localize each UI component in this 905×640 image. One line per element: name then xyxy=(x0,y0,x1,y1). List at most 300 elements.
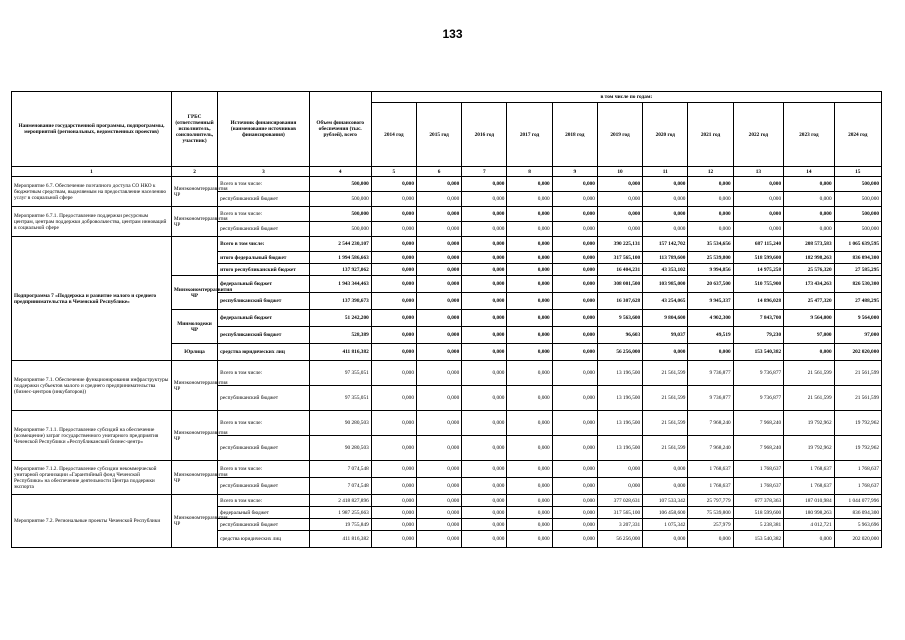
value-cell: 79,230 xyxy=(733,327,783,344)
value-cell: 182 998,263 xyxy=(784,252,834,264)
value-cell: 21 561,599 xyxy=(834,386,881,411)
row-grbs: Минэкономтерразвития ЧР xyxy=(171,361,217,411)
value-cell: 187 010,984 xyxy=(784,495,834,507)
column-number: 7 xyxy=(462,167,507,177)
value-cell: 0,000 xyxy=(416,264,461,276)
header-year: 2019 год xyxy=(597,103,642,167)
value-cell: 0,000 xyxy=(462,361,507,386)
header-year: 2015 год xyxy=(416,103,461,167)
value-cell: 19 755,849 xyxy=(309,519,371,531)
value-cell: 9 563,600 xyxy=(597,310,642,327)
value-cell: 2 418 827,896 xyxy=(309,495,371,507)
value-cell: 0,000 xyxy=(552,252,597,264)
value-cell: 0,000 xyxy=(552,531,597,548)
header-year: 2023 год xyxy=(784,103,834,167)
value-cell: 173 434,263 xyxy=(784,276,834,293)
value-cell: 9 564,000 xyxy=(784,310,834,327)
value-cell: 153 540,382 xyxy=(733,344,783,361)
value-cell: 0,000 xyxy=(416,327,461,344)
value-cell: 0,000 xyxy=(643,461,688,478)
value-cell: 0,000 xyxy=(462,436,507,461)
value-cell: 97 355,051 xyxy=(309,386,371,411)
column-number: 5 xyxy=(371,167,416,177)
value-cell: 56 256,000 xyxy=(597,344,642,361)
header-year: 2020 год xyxy=(643,103,688,167)
value-cell: 14 975,258 xyxy=(733,264,783,276)
value-cell: 0,000 xyxy=(643,207,688,222)
value-cell: 13 196,500 xyxy=(597,411,642,436)
value-cell: 0,000 xyxy=(416,478,461,495)
value-cell: 7 074,548 xyxy=(309,478,371,495)
value-cell: 0,000 xyxy=(552,361,597,386)
value-cell: 137 398,673 xyxy=(309,293,371,310)
value-cell: 377 028,631 xyxy=(597,495,642,507)
value-cell: 9 994,856 xyxy=(688,264,733,276)
row-source: итого республиканский бюджет xyxy=(218,264,310,276)
value-cell: 21 561,599 xyxy=(784,386,834,411)
value-cell: 90 280,503 xyxy=(309,411,371,436)
value-cell: 9 564,000 xyxy=(834,310,881,327)
value-cell: 0,000 xyxy=(733,192,783,207)
value-cell: 0,000 xyxy=(416,276,461,293)
value-cell: 0,000 xyxy=(416,344,461,361)
row-source: республиканский бюджет xyxy=(218,386,310,411)
value-cell: 0,000 xyxy=(552,192,597,207)
value-cell: 0,000 xyxy=(371,361,416,386)
table-row xyxy=(12,177,882,192)
row-grbs: Минэкономтерразвития ЧР xyxy=(171,177,217,207)
value-cell: 0,000 xyxy=(462,264,507,276)
value-cell: 0,000 xyxy=(552,344,597,361)
value-cell: 1 768,637 xyxy=(784,461,834,478)
value-cell: 16 404,231 xyxy=(597,264,642,276)
header-year: 2016 год xyxy=(462,103,507,167)
value-cell: 0,000 xyxy=(643,531,688,548)
value-cell: 0,000 xyxy=(416,507,461,519)
row-grbs: Минэкономтерразвития ЧР xyxy=(171,276,217,310)
value-cell: 1 768,637 xyxy=(834,461,881,478)
header-year: 2018 год xyxy=(552,103,597,167)
value-cell: 1 065 639,595 xyxy=(834,237,881,252)
value-cell: 97 355,051 xyxy=(309,361,371,386)
value-cell: 0,000 xyxy=(462,461,507,478)
value-cell: 1 943 344,463 xyxy=(309,276,371,293)
row-grbs: Минэкономтерразвития ЧР xyxy=(171,495,217,548)
value-cell: 0,000 xyxy=(733,207,783,222)
value-cell: 677 378,363 xyxy=(733,495,783,507)
value-cell: 1 044 077,996 xyxy=(834,495,881,507)
value-cell: 90 280,503 xyxy=(309,436,371,461)
value-cell: 1 768,637 xyxy=(688,478,733,495)
column-number: 13 xyxy=(733,167,783,177)
value-cell: 0,000 xyxy=(552,495,597,507)
value-cell: 0,000 xyxy=(784,344,834,361)
value-cell: 7 968,240 xyxy=(733,436,783,461)
value-cell: 0,000 xyxy=(688,207,733,222)
value-cell: 103 985,000 xyxy=(643,276,688,293)
row-source: итого федеральный бюджет xyxy=(218,252,310,264)
value-cell: 14 896,028 xyxy=(733,293,783,310)
value-cell: 308 001,500 xyxy=(597,276,642,293)
column-number: 1 xyxy=(12,167,172,177)
row-title: Подпрограмма 7 «Поддержка и развитие малого и среднего предпринимательства в Чеченской Республике» xyxy=(12,237,172,361)
value-cell: 0,000 xyxy=(371,207,416,222)
column-number-row xyxy=(12,167,882,177)
value-cell: 0,000 xyxy=(688,192,733,207)
value-cell: 3 207,331 xyxy=(597,519,642,531)
value-cell: 0,000 xyxy=(643,344,688,361)
row-title: Мероприятие 7.1.1. Предоставление субсидий на обеспечение (возмещение) затрат государственного унитарного предприятия Чеченской Республики «Республиканский бизнес-центр» xyxy=(12,411,172,461)
value-cell: 0,000 xyxy=(371,461,416,478)
value-cell: 0,000 xyxy=(462,237,507,252)
value-cell: 0,000 xyxy=(507,531,552,548)
value-cell: 257,979 xyxy=(688,519,733,531)
value-cell: 0,000 xyxy=(371,222,416,237)
row-source: республиканский бюджет xyxy=(218,293,310,310)
row-source: Всего в том числе: xyxy=(218,411,310,436)
value-cell: 7 968,240 xyxy=(688,436,733,461)
row-grbs-empty xyxy=(171,237,217,276)
table-row xyxy=(12,361,882,386)
value-cell: 21 561,599 xyxy=(784,361,834,386)
value-cell: 500,000 xyxy=(309,192,371,207)
value-cell: 25 576,320 xyxy=(784,264,834,276)
value-cell: 500,000 xyxy=(309,207,371,222)
value-cell: 0,000 xyxy=(552,507,597,519)
value-cell: 0,000 xyxy=(507,327,552,344)
value-cell: 21 561,599 xyxy=(643,411,688,436)
value-cell: 21 561,599 xyxy=(643,436,688,461)
value-cell: 180 998,263 xyxy=(784,507,834,519)
value-cell: 0,000 xyxy=(462,507,507,519)
value-cell: 0,000 xyxy=(371,177,416,192)
value-cell: 25 539,800 xyxy=(688,252,733,264)
value-cell: 9 804,600 xyxy=(643,310,688,327)
value-cell: 27 488,295 xyxy=(834,293,881,310)
value-cell: 0,000 xyxy=(507,361,552,386)
value-cell: 0,000 xyxy=(416,531,461,548)
value-cell: 0,000 xyxy=(416,177,461,192)
value-cell: 157 142,702 xyxy=(643,237,688,252)
column-number: 2 xyxy=(171,167,217,177)
value-cell: 0,000 xyxy=(371,327,416,344)
value-cell: 411 816,382 xyxy=(309,531,371,548)
value-cell: 0,000 xyxy=(507,207,552,222)
row-source: федеральный бюджет xyxy=(218,310,310,327)
value-cell: 0,000 xyxy=(552,386,597,411)
table-row xyxy=(12,461,882,478)
value-cell: 500,000 xyxy=(834,222,881,237)
value-cell: 500,000 xyxy=(309,222,371,237)
value-cell: 687 115,240 xyxy=(733,237,783,252)
value-cell: 0,000 xyxy=(597,207,642,222)
row-source: Всего в том числе: xyxy=(218,177,310,192)
value-cell: 1 994 586,663 xyxy=(309,252,371,264)
column-number: 3 xyxy=(218,167,310,177)
value-cell: 0,000 xyxy=(688,531,733,548)
value-cell: 19 792,962 xyxy=(834,436,881,461)
value-cell: 1 768,637 xyxy=(733,478,783,495)
value-cell: 5 238,381 xyxy=(733,519,783,531)
value-cell: 0,000 xyxy=(552,519,597,531)
value-cell: 0,000 xyxy=(552,293,597,310)
value-cell: 0,000 xyxy=(462,207,507,222)
value-cell: 0,000 xyxy=(507,264,552,276)
value-cell: 390 225,131 xyxy=(597,237,642,252)
row-grbs: Минэкономтерразвития ЧР xyxy=(171,411,217,461)
value-cell: 0,000 xyxy=(597,461,642,478)
row-source: Всего в том числе: xyxy=(218,207,310,222)
header-name: Наименование государственной программы, подпрограммы, мероприятий (региональных, ведомственных проектов) xyxy=(12,92,172,167)
value-cell: 99,037 xyxy=(643,327,688,344)
row-source: Всего в том числе: xyxy=(218,361,310,386)
row-grbs: Минмолодежи ЧР xyxy=(171,310,217,344)
value-cell: 0,000 xyxy=(462,495,507,507)
value-cell: 27 585,295 xyxy=(834,264,881,276)
value-cell: 0,000 xyxy=(507,507,552,519)
value-cell: 9 736,877 xyxy=(688,386,733,411)
value-cell: 9 736,877 xyxy=(733,361,783,386)
value-cell: 0,000 xyxy=(371,507,416,519)
value-cell: 0,000 xyxy=(688,222,733,237)
value-cell: 0,000 xyxy=(371,293,416,310)
value-cell: 0,000 xyxy=(371,386,416,411)
value-cell: 96,603 xyxy=(597,327,642,344)
header-year: 2014 год xyxy=(371,103,416,167)
value-cell: 0,000 xyxy=(507,495,552,507)
value-cell: 0,000 xyxy=(552,207,597,222)
value-cell: 0,000 xyxy=(371,478,416,495)
value-cell: 43 353,102 xyxy=(643,264,688,276)
row-grbs: Минэкономтерразвития ЧР xyxy=(171,207,217,237)
value-cell: 0,000 xyxy=(507,177,552,192)
row-source: республиканский бюджет xyxy=(218,478,310,495)
header-year: 2017 год xyxy=(507,103,552,167)
value-cell: 0,000 xyxy=(416,411,461,436)
value-cell: 0,000 xyxy=(784,531,834,548)
value-cell: 0,000 xyxy=(371,436,416,461)
value-cell: 0,000 xyxy=(552,327,597,344)
value-cell: 500,000 xyxy=(834,177,881,192)
value-cell: 0,000 xyxy=(462,276,507,293)
value-cell: 0,000 xyxy=(507,386,552,411)
value-cell: 0,000 xyxy=(552,264,597,276)
value-cell: 0,000 xyxy=(462,293,507,310)
value-cell: 16 307,628 xyxy=(597,293,642,310)
value-cell: 13 196,500 xyxy=(597,436,642,461)
value-cell: 19 792,962 xyxy=(834,411,881,436)
value-cell: 49,519 xyxy=(688,327,733,344)
value-cell: 411 816,382 xyxy=(309,344,371,361)
value-cell: 0,000 xyxy=(462,192,507,207)
value-cell: 19 792,962 xyxy=(784,411,834,436)
value-cell: 0,000 xyxy=(462,310,507,327)
row-title: Мероприятие 6.7. Обеспечение поэтапного доступа СО НКО к бюджетным средствам, выделяемым на предоставление населению услуг в социальной сфере xyxy=(12,177,172,207)
row-source: федеральный бюджет xyxy=(218,507,310,519)
header-source: Источник финансирования (наименование источников финансирования) xyxy=(218,92,310,167)
value-cell: 518 599,600 xyxy=(733,507,783,519)
value-cell: 0,000 xyxy=(416,293,461,310)
row-source: республиканский бюджет xyxy=(218,327,310,344)
value-cell: 75 539,800 xyxy=(688,507,733,519)
value-cell: 153 540,382 xyxy=(733,531,783,548)
row-grbs: Юрлица xyxy=(171,344,217,361)
value-cell: 0,000 xyxy=(507,237,552,252)
value-cell: 137 927,062 xyxy=(309,264,371,276)
row-source: федеральный бюджет xyxy=(218,276,310,293)
value-cell: 21 561,599 xyxy=(834,361,881,386)
value-cell: 0,000 xyxy=(371,310,416,327)
value-cell: 20 637,500 xyxy=(688,276,733,293)
table-row xyxy=(12,207,882,222)
value-cell: 0,000 xyxy=(416,207,461,222)
header-grbs: ГРБС (ответственный исполнитель, соисполнитель, участник) xyxy=(171,92,217,167)
value-cell: 0,000 xyxy=(552,276,597,293)
value-cell: 500,000 xyxy=(309,177,371,192)
table-row xyxy=(12,495,882,507)
value-cell: 0,000 xyxy=(597,192,642,207)
value-cell: 1 768,637 xyxy=(733,461,783,478)
table-row xyxy=(12,411,882,436)
value-cell: 97,000 xyxy=(834,327,881,344)
value-cell: 0,000 xyxy=(416,436,461,461)
value-cell: 7 074,548 xyxy=(309,461,371,478)
column-number: 15 xyxy=(834,167,881,177)
row-grbs: Минэкономтерразвития ЧР xyxy=(171,461,217,495)
value-cell: 113 789,600 xyxy=(643,252,688,264)
value-cell: 4 012,721 xyxy=(784,519,834,531)
column-number: 4 xyxy=(309,167,371,177)
value-cell: 7 968,240 xyxy=(733,411,783,436)
value-cell: 0,000 xyxy=(643,478,688,495)
value-cell: 0,000 xyxy=(597,222,642,237)
value-cell: 202 020,000 xyxy=(834,344,881,361)
value-cell: 528,389 xyxy=(309,327,371,344)
value-cell: 0,000 xyxy=(371,276,416,293)
value-cell: 0,000 xyxy=(371,192,416,207)
value-cell: 43 254,065 xyxy=(643,293,688,310)
value-cell: 0,000 xyxy=(552,411,597,436)
value-cell: 0,000 xyxy=(371,237,416,252)
value-cell: 317 565,100 xyxy=(597,507,642,519)
column-number: 10 xyxy=(597,167,642,177)
header-volume: Объем финансового обеспечения (тыс. рублей), всего xyxy=(309,92,371,167)
value-cell: 0,000 xyxy=(507,252,552,264)
row-source: Всего в том числе: xyxy=(218,495,310,507)
value-cell: 97,000 xyxy=(784,327,834,344)
header-year: 2022 год xyxy=(733,103,783,167)
column-number: 8 xyxy=(507,167,552,177)
value-cell: 0,000 xyxy=(416,237,461,252)
value-cell: 0,000 xyxy=(416,310,461,327)
value-cell: 0,000 xyxy=(552,310,597,327)
value-cell: 0,000 xyxy=(643,192,688,207)
value-cell: 56 256,000 xyxy=(597,531,642,548)
value-cell: 510 755,900 xyxy=(733,276,783,293)
value-cell: 0,000 xyxy=(507,461,552,478)
column-number: 11 xyxy=(643,167,688,177)
header-year: 2024 год xyxy=(834,103,881,167)
value-cell: 0,000 xyxy=(733,222,783,237)
value-cell: 1 768,637 xyxy=(688,461,733,478)
value-cell: 0,000 xyxy=(552,177,597,192)
row-title: Мероприятие 7.1. Обеспечение функционирования инфраструктуры поддержки субъектов малого и среднего предпринимательства (бизнес-центров (инкубаторов)) xyxy=(12,361,172,411)
value-cell: 0,000 xyxy=(552,237,597,252)
value-cell: 0,000 xyxy=(688,177,733,192)
header-year: 2021 год xyxy=(688,103,733,167)
row-source: средства юридических лиц xyxy=(218,531,310,548)
value-cell: 826 530,300 xyxy=(834,276,881,293)
value-cell: 0,000 xyxy=(507,293,552,310)
value-cell: 0,000 xyxy=(597,478,642,495)
value-cell: 500,000 xyxy=(834,192,881,207)
value-cell: 0,000 xyxy=(507,276,552,293)
value-cell: 7 843,700 xyxy=(733,310,783,327)
value-cell: 5 963,696 xyxy=(834,519,881,531)
value-cell: 0,000 xyxy=(507,310,552,327)
budget-table xyxy=(11,91,882,548)
value-cell: 0,000 xyxy=(371,264,416,276)
value-cell: 0,000 xyxy=(462,344,507,361)
value-cell: 0,000 xyxy=(507,519,552,531)
value-cell: 21 561,599 xyxy=(643,386,688,411)
row-source: республиканский бюджет xyxy=(218,519,310,531)
column-number: 6 xyxy=(416,167,461,177)
value-cell: 35 534,656 xyxy=(688,237,733,252)
value-cell: 0,000 xyxy=(462,531,507,548)
column-number: 12 xyxy=(688,167,733,177)
value-cell: 107 533,342 xyxy=(643,495,688,507)
value-cell: 0,000 xyxy=(643,222,688,237)
value-cell: 518 599,600 xyxy=(733,252,783,264)
value-cell: 1 075,342 xyxy=(643,519,688,531)
value-cell: 1 987 255,663 xyxy=(309,507,371,519)
value-cell: 202 020,000 xyxy=(834,531,881,548)
row-source: республиканский бюджет xyxy=(218,192,310,207)
column-number: 9 xyxy=(552,167,597,177)
value-cell: 0,000 xyxy=(462,411,507,436)
value-cell: 0,000 xyxy=(688,344,733,361)
row-source: средства юридических лиц xyxy=(218,344,310,361)
value-cell: 0,000 xyxy=(416,495,461,507)
value-cell: 0,000 xyxy=(416,252,461,264)
value-cell: 0,000 xyxy=(462,478,507,495)
value-cell: 0,000 xyxy=(462,222,507,237)
value-cell: 1 768,637 xyxy=(834,478,881,495)
value-cell: 0,000 xyxy=(416,386,461,411)
page-number: 133 xyxy=(442,27,463,41)
value-cell: 2 544 230,107 xyxy=(309,237,371,252)
value-cell: 0,000 xyxy=(552,222,597,237)
value-cell: 0,000 xyxy=(371,252,416,264)
value-cell: 0,000 xyxy=(416,192,461,207)
value-cell: 9 945,337 xyxy=(688,293,733,310)
value-cell: 0,000 xyxy=(507,411,552,436)
value-cell: 1 768,637 xyxy=(784,478,834,495)
value-cell: 0,000 xyxy=(507,192,552,207)
value-cell: 7 968,240 xyxy=(688,411,733,436)
value-cell: 0,000 xyxy=(416,361,461,386)
value-cell: 0,000 xyxy=(462,327,507,344)
value-cell: 0,000 xyxy=(507,478,552,495)
value-cell: 4 902,300 xyxy=(688,310,733,327)
value-cell: 0,000 xyxy=(643,177,688,192)
value-cell: 19 792,962 xyxy=(784,436,834,461)
value-cell: 0,000 xyxy=(784,192,834,207)
value-cell: 0,000 xyxy=(462,519,507,531)
table-body xyxy=(12,167,882,548)
value-cell: 25 477,320 xyxy=(784,293,834,310)
